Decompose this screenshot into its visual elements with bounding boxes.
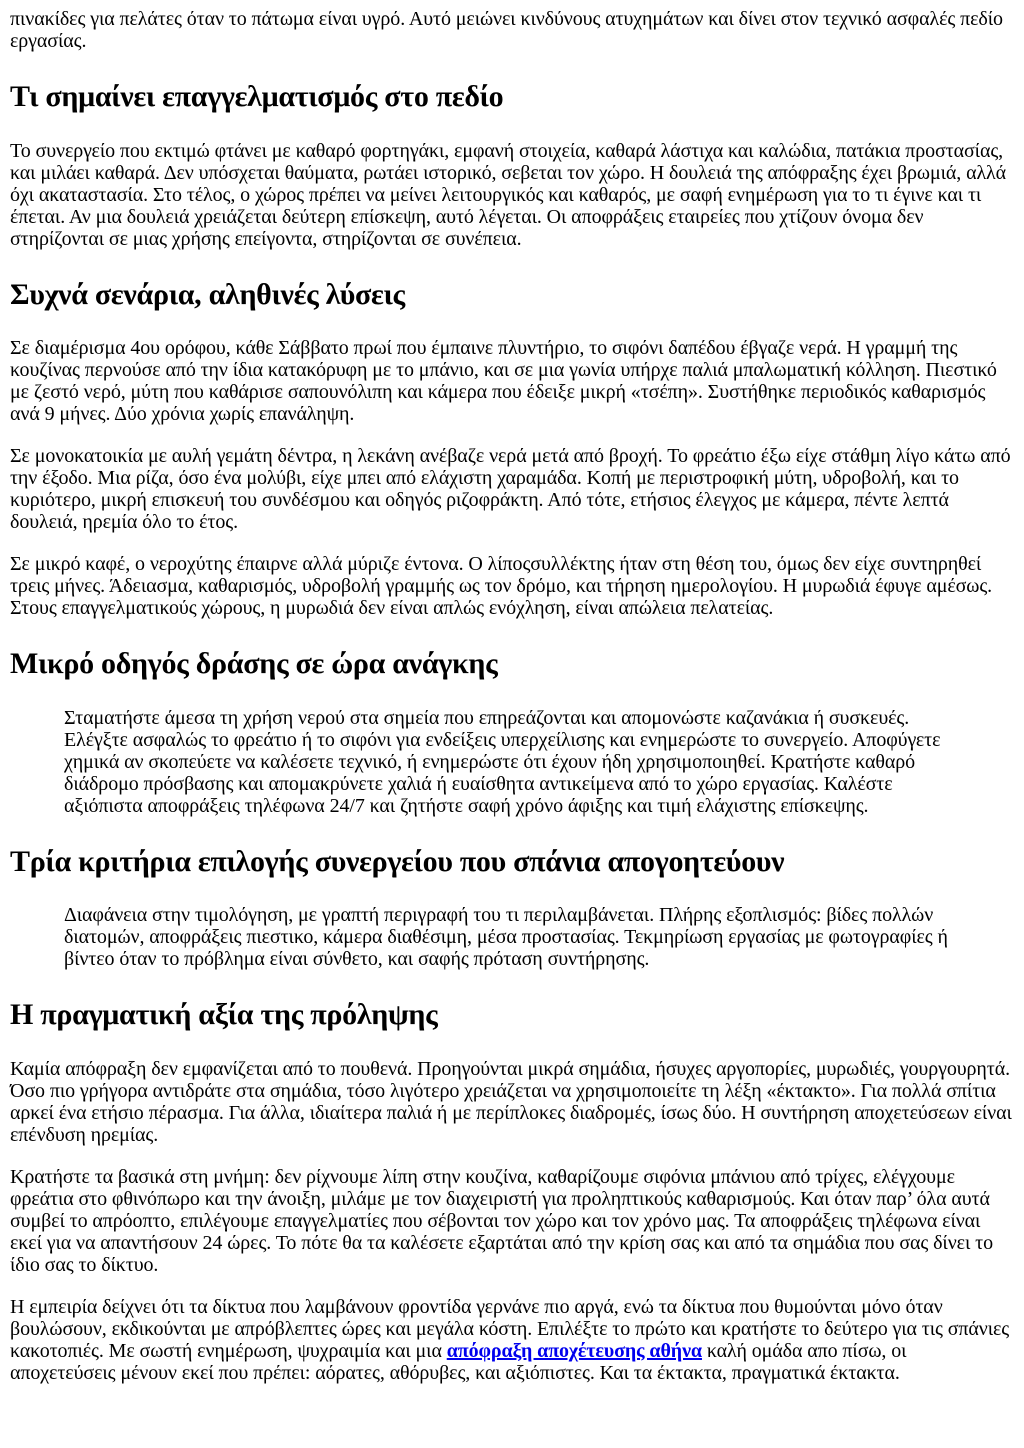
paragraph-selection-criteria: Διαφάνεια στην τιμολόγηση, με γραπτή περιγραφή του τι περιλαμβάνεται. Πλήρης εξοπλισμός: βίδες πολλών διατομών, αποφράξεις πιεστικο, κάμερα διαθέσιμη, μέσα προστασίας. Τεκμηρίωση εργασίας με φωτογραφίες ή βίντεο όταν το πρόβλημα είναι σύνθετο, και σαφής πρόταση συντήρησης. bbox=[64, 904, 948, 971]
page bbox=[10, 8, 1014, 1384]
blockquote-selection-criteria bbox=[64, 904, 974, 970]
heading-emergency-guide: Μικρό οδηγός δράσης σε ώρα ανάγκης bbox=[10, 647, 498, 681]
paragraph-professionalism: Το συνεργείο που εκτιμώ φτάνει με καθαρό φορτηγάκι, εμφανή στοιχεία, καθαρά λάστιχα και καλώδια, πατάκια προστασίας, και μιλάει καθαρά. Δεν υπόσχεται θαύματα, ρωτάει ιστορικό, σεβεται τον χώρο. Η δουλειά της απόφραξης έχει βρωμιά, αλλά όχι ακαταστασία. Στο τέλος, ο χώρος πρέπει να μείνει λειτουργικός και καθαρός, με σαφή ενημέρωση για το τι έγινε και τι έπεται. Αν μια δουλειά χρειάζεται δεύτερη επίσκεψη, αυτό λέγεται. Οι αποφράξεις εταιρείες που χτίζουν όνομα δεν στηρίζονται σε μιας χρήσης επείγοντα, στηρίζονται σε συνέπεια. bbox=[10, 139, 1007, 250]
article-content bbox=[10, 8, 1014, 1384]
heading-common-scenarios: Συχνά σενάρια, αληθινές λύσεις bbox=[10, 277, 405, 311]
paragraph-closing bbox=[10, 1296, 1014, 1384]
paragraph-scenario-apartment: Σε διαμέρισμα 4ου ορόφου, κάθε Σάββατο πρωί που έμπαινε πλυντήριο, το σιφόνι δαπέδου έβγαζε νερά. Η γραμμή της κουζίνας περνούσε από την ίδια κατακόρυφη με το μπάνιο, και σε μια γωνία υπήρχε παλιά μπαλωματική κόλληση. Πιεστικό με ζεστό νερό, μύτη που καθάρισε σαπουνόλιπη και κάμερα που έδειξε μικρή «τσέπη». Συστήθηκε περιοδικός καθαρισμός ανά 9 μήνες. Δύο χρόνια χωρίς επανάληψη. bbox=[10, 337, 997, 426]
blockquote-emergency-guide bbox=[64, 707, 974, 817]
drain-unblocking-athens-link[interactable]: απόφραξη αποχέτευσης αθήνα bbox=[446, 1339, 702, 1362]
paragraph-scenario-house: Σε μονοκατοικία με αυλή γεμάτη δέντρα, η λεκάνη ανέβαζε νερά μετά από βροχή. Το φρεάτιο έξω είχε στάθμη λίγο κάτω από την έξοδο. Μια ρίζα, όσο ένα μολύβι, είχε μπει από ελάχιστη χαραμάδα. Κοπή με περιστροφική μύτη, υδροβολή, και το κυριότερο, μικρή επισκευή του συνδέσμου και οδηγός ριζοφράκτη. Από τότε, ετήσιος έλεγχος με κάμερα, πέντε λεπτά δουλειά, ηρεμία όλο το έτος. bbox=[10, 445, 1011, 534]
paragraph-scenario-cafe: Σε μικρό καφέ, ο νεροχύτης έπαιρνε αλλά μύριζε έντονα. Ο λίποςσυλλέκτης ήταν στη θέση του, όμως δεν είχε συντηρηθεί τρεις μήνες. Άδειασμα, καθαρισμός, υδροβολή γραμμής ως τον δρόμο, και τήρηση ημερολογίου. Η μυρωδιά έφυγε αμέσως. Στους επαγγελματικούς χώρους, η μυρωδιά δεν είναι απλώς ενόχληση, είναι απώλεια πελατείας. bbox=[10, 553, 993, 620]
paragraph-prevention-basics: Κρατήστε τα βασικά στη μνήμη: δεν ρίχνουμε λίπη στην κουζίνα, καθαρίζουμε σιφόνια μπάνιου από τρίχες, ελέγχουμε φρεάτια στο φθινόπωρο και την άνοιξη, μιλάμε με τον διαχειριστή για προληπτικούς καθαρισμούς. Και όταν παρ’ όλα αυτά συμβεί το απρόοπτο, επιλέγουμε επαγγελματίες που σέβονται τον χώρο και τον χρόνο μας. Τα αποφράξεις τηλέφωνα είναι εκεί για να απαντήσουν 24 ώρες. Το πότε θα τα καλέσετε εξαρτάται από την κρίση σας και από τα σημάδια που σας δίνει το ίδιο σας το δίκτυο. bbox=[10, 1165, 993, 1276]
paragraph-floor-safety-fragment: πινακίδες για πελάτες όταν το πάτωμα είναι υγρό. Αυτό μειώνει κινδύνους ατυχημάτων και δίνει στον τεχνικό ασφαλές πεδίο εργασίας. bbox=[10, 8, 1003, 52]
paragraph-prevention-signs: Καμία απόφραξη δεν εμφανίζεται από το πουθενά. Προηγούνται μικρά σημάδια, ήσυχες αργοπορίες, μυρωδιές, γουργουρητά. Όσο πιο γρήγορα αντιδράτε στα σημάδια, τόσο λιγότερο χρειάζεται να χρησιμοποιείτε τη λέξη «έκτακτο». Για πολλά σπίτια αρκεί ένα ετήσιο πέρασμα. Για άλλα, ιδιαίτερα παλιά ή με περίπλοκες διαδρομές, ίσως δύο. Η συντήρηση αποχετεύσεων είναι επένδυση ηρεμίας. bbox=[10, 1057, 1012, 1146]
heading-prevention-value: Η πραγματική αξία της πρόληψης bbox=[10, 998, 438, 1032]
paragraph-emergency-guide: Σταματήστε άμεσα τη χρήση νερού στα σημεία που επηρεάζονται και απομονώστε καζανάκια ή συσκευές. Ελέγξτε ασφαλώς το φρεάτιο ή το σιφόνι για ενδείξεις υπερχείλισης και ενημερώστε το συνεργείο. Αποφύγετε χημικά αν σκοπεύετε να καλέσετε τεχνικό, ή ενημερώστε ότι έχουν ήδη χρησιμοποιηθεί. Κρατήστε καθαρό διάδρομο πρόσβασης και απομακρύνετε χαλιά ή ευαίσθητα αντικείμενα από το χώρο εργασίας. Καλέστε αξιόπιστα αποφράξεις τηλέφωνα 24/7 και ζητήστε σαφή χρόνο άφιξης και τιμή ελάχιστης επίσκεψης. bbox=[64, 706, 941, 817]
heading-professionalism: Τι σημαίνει επαγγελματισμός στο πεδίο bbox=[10, 80, 504, 113]
heading-selection-criteria: Τρία κριτήρια επιλογής συνεργείου που σπάνια απογοητεύουν bbox=[10, 844, 785, 878]
closing-text-after-link: καλή ομάδα απο πίσω, οι αποχετεύσεις μένουν εκεί που πρέπει: αόρατες, αθόρυβες, και αξιόπιστες. Και τα έκτακτα, πραγματικά έκτακτα. bbox=[10, 1339, 907, 1384]
closing-text-before-link: Η εμπειρία δείχνει ότι τα δίκτυα που λαμβάνουν φροντίδα γερνάνε πιο αργά, ενώ τα δίκτυα που θυμούνται μόνο όταν βουλώσουν, εκδικούνται με απρόβλεπτες ώρες και μεγάλα κόστη. Επιλέξτε το πρώτο και κρατήστε το δεύτερο για τις σπάνιες κακοτοπιές. Με σωστή ενημέρωση, ψυχραιμία και μια bbox=[10, 1295, 1010, 1362]
